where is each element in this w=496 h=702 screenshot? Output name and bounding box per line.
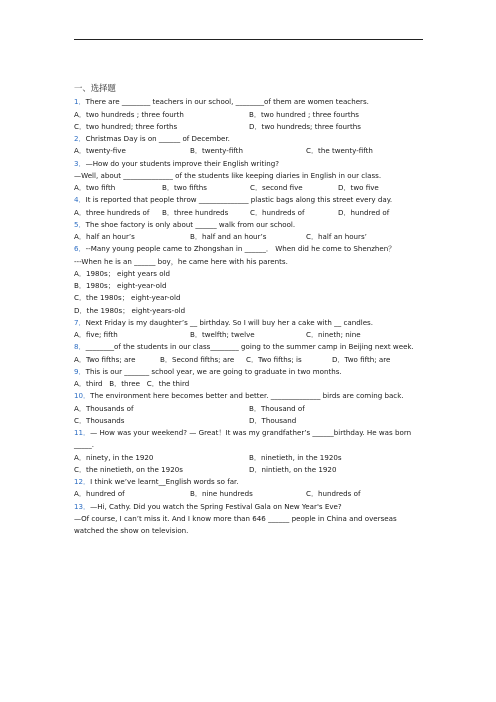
question-12	[74, 476, 426, 488]
option-d: D．nintieth, on the 1920	[249, 464, 337, 474]
option-b: B．two hundred ; three fourths	[249, 109, 359, 119]
question-7	[74, 317, 426, 329]
question-1	[74, 96, 426, 108]
option-a: A．half an hour’s	[74, 232, 135, 241]
question-stem: —Hi, Cathy. Did you watch the Spring Festival Gala on New Year's Eve?	[90, 501, 342, 511]
option-c: C．the third	[146, 379, 190, 388]
options-row	[74, 182, 426, 194]
question-13	[74, 501, 426, 513]
question-10	[74, 390, 426, 402]
option-a: A．two fifth	[74, 183, 116, 192]
option-b: B．1980s； eight-year-old	[74, 281, 167, 290]
option-a: A．Thousands of	[74, 403, 134, 413]
option-b: B．Second fifths; are	[160, 354, 235, 364]
question-stem: This is our _______ school year, we are going to graduate in two months.	[85, 366, 342, 376]
question-11	[74, 427, 426, 452]
section-title: 一、选择题	[74, 83, 116, 93]
option-b: B．three hundreds	[162, 207, 229, 217]
question-stem: The shoe factory is only about ______ walk from our school.	[85, 219, 296, 229]
question-8	[74, 341, 426, 353]
option-d: D．hundred of	[338, 207, 390, 217]
question-6	[74, 243, 426, 255]
option-b: B．ninetieth, in the 1920s	[249, 452, 342, 462]
question-number: 3．	[74, 158, 86, 168]
option-c: C．hundreds of	[306, 489, 361, 499]
question-number: 1．	[74, 97, 86, 107]
question-stem: It is reported that people throw ______________ plastic bags along this street every day.	[85, 195, 393, 205]
option-d: D．two five	[338, 183, 379, 192]
question-stem: There are ________ teachers in our school, ________of them are women teachers.	[85, 97, 369, 107]
option-a: A．ninety, in the 1920	[74, 452, 154, 462]
options-row	[74, 488, 426, 500]
options-row	[74, 121, 426, 133]
question-number: 8．	[74, 342, 86, 352]
option-c: C．Thousands	[74, 415, 125, 425]
option-c: C．hundreds of	[250, 207, 305, 217]
question-4	[74, 194, 426, 206]
option-b: B．Thousand of	[249, 403, 305, 413]
question-number: 4．	[74, 195, 86, 205]
question-number: 12．	[74, 477, 91, 486]
options-row	[74, 329, 426, 341]
options-row	[74, 354, 426, 366]
question-stem: Christmas Day is on ______ of December.	[85, 134, 230, 143]
option-d: D．Two fifth; are	[332, 354, 391, 364]
option-d: D．two hundreds; three fourths	[249, 121, 361, 131]
question-3	[74, 158, 426, 170]
question-9	[74, 366, 426, 378]
question-stem: The environment here becomes better and better. ______________ birds are coming back.	[90, 391, 404, 401]
option-c: C．Two fifths; is	[246, 354, 302, 364]
option-b: B．half and an hour’s	[190, 232, 267, 241]
question-stem: ________of the students in our class________ going to the summer camp in Beijing next week.	[85, 342, 414, 352]
option-a: A．five; fifth	[74, 330, 118, 339]
option-b: B．twelfth; twelve	[190, 330, 255, 339]
option-a: A．twenty-five	[74, 146, 126, 156]
option-c: C．the twenty-fifth	[306, 146, 373, 156]
question-number: 9．	[74, 366, 86, 376]
options-row	[74, 231, 426, 243]
option-c: C．the 1980s； eight-year-old	[74, 293, 181, 303]
option-a: A．hundred of	[74, 489, 125, 499]
document-page	[74, 82, 426, 537]
question-number: 6．	[74, 244, 86, 254]
options-row	[74, 145, 426, 157]
question-stem-line: ---When he is an ______ boy，he came here with his parents.	[74, 256, 288, 266]
option-a: A．third	[74, 379, 103, 388]
options-row	[74, 109, 426, 121]
question-stem: --Many young people came to Zhongshan in ______． When did he come to Shenzhen？	[85, 244, 396, 254]
question-number: 13．	[74, 501, 91, 511]
option-c: C．nineth; nine	[306, 330, 361, 339]
option-c: C．half an hours’	[306, 232, 367, 241]
options-row	[74, 452, 426, 464]
option-b: B．three	[109, 379, 140, 388]
question-number: 2．	[74, 134, 86, 143]
question-stem-line: —Of course, I can’t miss it. And I know more than 646 ______ people in China and overseas watched the show on television.	[74, 513, 397, 535]
question-stem: — How was your weekend? — Great！It was my grandfather’s ______birthday. He was born _____.	[74, 428, 412, 450]
option-b: B．twenty-fifth	[190, 146, 243, 156]
options-row	[74, 207, 426, 219]
question-2	[74, 133, 426, 145]
options-row	[74, 403, 426, 415]
question-5	[74, 219, 426, 231]
option-d: D．Thousand	[249, 415, 297, 425]
option-a: A．two hundreds ; three fourth	[74, 109, 184, 119]
option-a: A．1980s； eight years old	[74, 268, 171, 278]
question-stem-line: —Well, about ______________ of the students like keeping diaries in English in our class.	[74, 170, 382, 180]
option-a: A．Two fifths; are	[74, 354, 136, 364]
option-d: D．the 1980s； eight-years-old	[74, 305, 186, 315]
question-stem: —How do your students improve their English writing?	[85, 158, 279, 168]
question-stem: Next Friday is my daughter’s __ birthday. So I will buy her a cake with __ candles.	[85, 317, 374, 327]
options-row	[74, 464, 426, 476]
option-b: B．two fifths	[162, 183, 207, 192]
option-c: C．second five	[250, 183, 303, 192]
option-c: C．the ninetieth, on the 1920s	[74, 464, 183, 474]
option-a: A．three hundreds of	[74, 207, 150, 217]
question-number: 11．	[74, 428, 91, 437]
header-rule	[74, 39, 423, 40]
options-row	[74, 415, 426, 427]
question-number: 7．	[74, 317, 86, 327]
options-row	[74, 378, 426, 390]
option-c: C．two hundred; three forths	[74, 121, 178, 131]
question-number: 10．	[74, 391, 91, 401]
question-number: 5．	[74, 219, 86, 229]
option-b: B．nine hundreds	[190, 489, 253, 499]
question-stem: I think we’ve learnt__English words so far.	[90, 477, 239, 486]
